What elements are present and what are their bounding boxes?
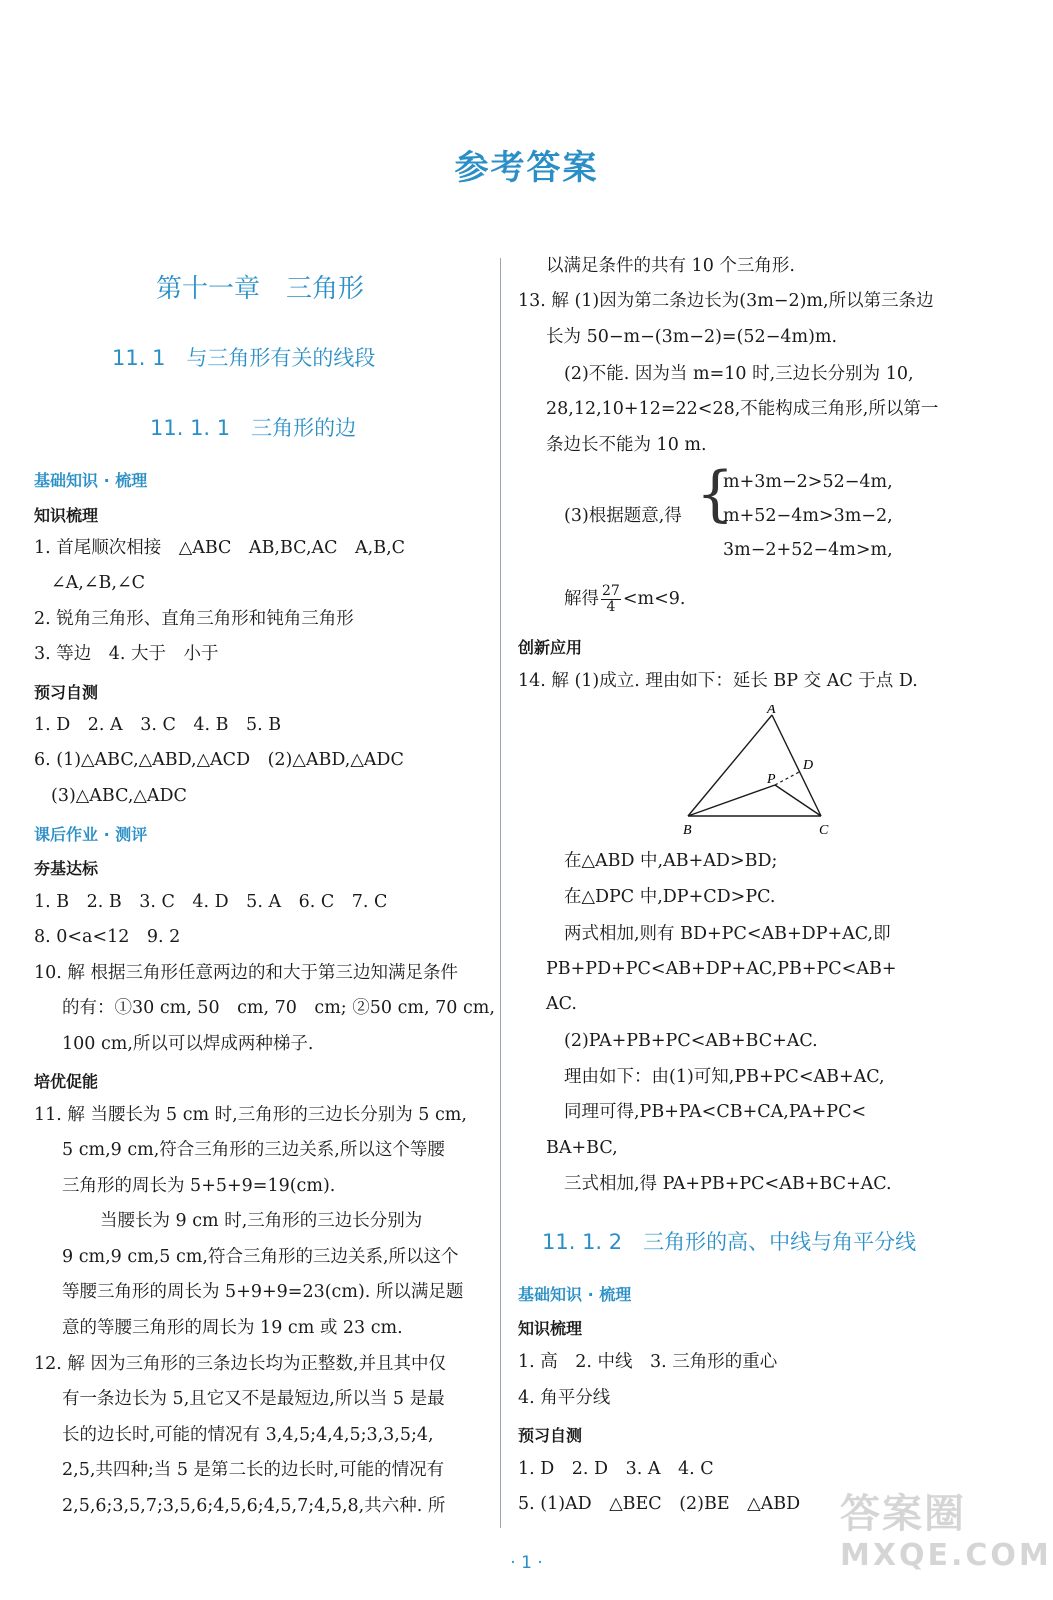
label-P: P xyxy=(767,772,776,787)
label-A: A xyxy=(767,705,776,717)
page-title: 参考答案 xyxy=(454,148,599,188)
label-D: D xyxy=(803,758,814,773)
answer-line: 当腰长为 9 cm 时,三角形的三边长分别为 xyxy=(100,1211,423,1231)
solution-line xyxy=(564,584,685,615)
answer-line: (2)不能. 因为当 m=10 时,三边长分别为 10, xyxy=(564,364,914,384)
answer-line: 长的边长时,可能的情况有 3,4,5;4,4,5;3,3,5;4, xyxy=(62,1425,434,1445)
answer-line: 在△DPC 中,DP+CD>PC. xyxy=(564,887,776,907)
answer-line: 以满足条件的共有 10 个三角形. xyxy=(546,256,795,276)
section-title-11-1-1: 11. 1. 1 三角形的边 xyxy=(150,416,357,440)
answer-line: 在△ABD 中,AB+AD>BD; xyxy=(564,851,778,871)
answer-line: 1. 高 2. 中线 3. 三角形的重心 xyxy=(518,1352,778,1372)
answer-line: 28,12,10+12=22<28,不能构成三角形,所以第一 xyxy=(546,399,939,419)
answer-line: PB+PD+PC<AB+DP+AC,PB+PC<AB+ xyxy=(546,959,897,979)
answer-line: 4. 角平分线 xyxy=(518,1388,611,1408)
answer-line: 6. (1)△ABC,△ABD,△ACD (2)△ABD,△ADC xyxy=(34,750,404,770)
answer-line: 13. 解 (1)因为第二条边长为(3m−2)m,所以第三条边 xyxy=(518,291,934,311)
answer-line: 5 cm,9 cm,符合三角形的三边关系,所以这个等腰 xyxy=(62,1140,445,1160)
answer-line: (2)PA+PB+PC<AB+BC+AC. xyxy=(564,1031,818,1051)
answer-line: 有一条边长为 5,且它又不是最短边,所以当 5 是最 xyxy=(62,1389,445,1409)
answer-line: 理由如下：由(1)可知,PB+PC<AB+AC, xyxy=(564,1067,885,1087)
segment-PD-dashed xyxy=(775,771,801,785)
chapter-title: 第十一章 三角形 xyxy=(155,274,364,304)
answer-line: (3)根据题意,得 xyxy=(564,506,682,526)
answer-line: 1. D 2. D 3. A 4. C xyxy=(518,1459,714,1479)
subhead-knowledge: 知识梳理 xyxy=(34,506,99,525)
triangle-figure xyxy=(683,705,843,840)
answer-line: 2,5,共四种;当 5 是第二长的边长时,可能的情况有 xyxy=(62,1460,445,1480)
answer-line: 的有：①30 cm, 50 cm, 70 cm; ②50 cm, 70 cm, xyxy=(62,998,495,1018)
answer-line: 14. 解 (1)成立. 理由如下：延长 BP 交 AC 于点 D. xyxy=(518,671,918,691)
section-title-11-1-2: 11. 1. 2 三角形的高、中线与角平分线 xyxy=(542,1230,917,1254)
section-title-11-1: 11. 1 与三角形有关的线段 xyxy=(112,346,376,370)
solution-prefix: 解得 xyxy=(564,589,599,609)
page-number: · 1 · xyxy=(510,1553,543,1573)
system-equation: m+52−4m>3m−2, xyxy=(723,506,893,526)
subhead-preview: 预习自测 xyxy=(518,1426,583,1445)
answer-line: 3. 等边 4. 大于 小于 xyxy=(34,644,219,664)
system-brace: { xyxy=(696,459,735,529)
answer-line: 1. 首尾顺次相接 △ABC AB,BC,AC A,B,C xyxy=(34,538,406,558)
answer-line: 长为 50−m−(3m−2)=(52−4m)m. xyxy=(546,327,838,347)
answer-line: 2. 锐角三角形、直角三角形和钝角三角形 xyxy=(34,609,354,629)
subhead-knowledge: 知识梳理 xyxy=(518,1319,583,1338)
column-divider xyxy=(500,258,501,1528)
answer-line: 条边长不能为 10 m. xyxy=(546,435,707,455)
fraction-numerator: 27 xyxy=(602,583,620,599)
fraction xyxy=(601,584,621,615)
answer-line: BA+BC, xyxy=(546,1138,618,1158)
segment-AC xyxy=(772,715,821,816)
category-basic: 基础知识 · 梳理 xyxy=(518,1285,632,1304)
answer-line: 12. 解 因为三角形的三条边长均为正整数,并且其中仅 xyxy=(34,1354,447,1374)
category-basic: 基础知识 · 梳理 xyxy=(34,471,148,490)
watermark-text: 答案圈 xyxy=(840,1491,966,1537)
fraction-denominator: 4 xyxy=(606,599,616,615)
answer-line: 等腰三角形的周长为 5+9+9=23(cm). 所以满足题 xyxy=(62,1282,464,1302)
answer-line: 11. 解 当腰长为 5 cm 时,三角形的三边长分别为 5 cm, xyxy=(34,1105,467,1125)
answer-line: 三角形的周长为 5+5+9=19(cm). xyxy=(62,1176,336,1196)
solution-suffix: <m<9. xyxy=(622,589,686,609)
answer-line: (3)△ABC,△ADC xyxy=(51,786,187,806)
answer-line: AC. xyxy=(546,994,577,1014)
answer-line: 三式相加,得 PA+PB+PC<AB+BC+AC. xyxy=(564,1174,892,1194)
subhead-preview: 预习自测 xyxy=(34,683,99,702)
answer-line: 5. (1)AD △BEC (2)BE △ABD xyxy=(518,1494,801,1514)
answer-line: 10. 解 根据三角形任意两边的和大于第三边知满足条件 xyxy=(34,963,458,983)
label-B: B xyxy=(683,823,692,838)
answer-line: 同理可得,PB+PA<CB+CA,PA+PC< xyxy=(564,1102,867,1122)
system-equation: 3m−2+52−4m>m, xyxy=(723,540,893,560)
watermark-url: MXQE.COM xyxy=(840,1538,1052,1573)
answer-line: 1. D 2. A 3. C 4. B 5. B xyxy=(34,715,282,735)
answer-line: 两式相加,则有 BD+PC<AB+DP+AC,即 xyxy=(564,924,891,944)
answer-line: 100 cm,所以可以焊成两种梯子. xyxy=(62,1034,314,1054)
answer-line: 2,5,6;3,5,7;3,5,6;4,5,6;4,5,7;4,5,8,共六种. 所 xyxy=(62,1496,446,1516)
answer-line: 9 cm,9 cm,5 cm,符合三角形的三边关系,所以这个 xyxy=(62,1247,459,1267)
answer-line: 8. 0<a<12 9. 2 xyxy=(34,927,181,947)
system-equation: m+3m−2>52−4m, xyxy=(723,472,893,492)
label-C: C xyxy=(819,823,829,838)
answer-line: ∠A,∠B,∠C xyxy=(51,573,146,593)
subhead-innovation: 创新应用 xyxy=(518,638,583,657)
subhead-foundation: 夯基达标 xyxy=(34,859,99,878)
watermark-logo xyxy=(820,1482,1052,1582)
subhead-advance: 培优促能 xyxy=(34,1072,99,1091)
answer-line: 意的等腰三角形的周长为 19 cm 或 23 cm. xyxy=(62,1318,403,1338)
category-homework: 课后作业 · 测评 xyxy=(34,825,148,844)
answer-line: 1. B 2. B 3. C 4. D 5. A 6. C 7. C xyxy=(34,892,388,912)
